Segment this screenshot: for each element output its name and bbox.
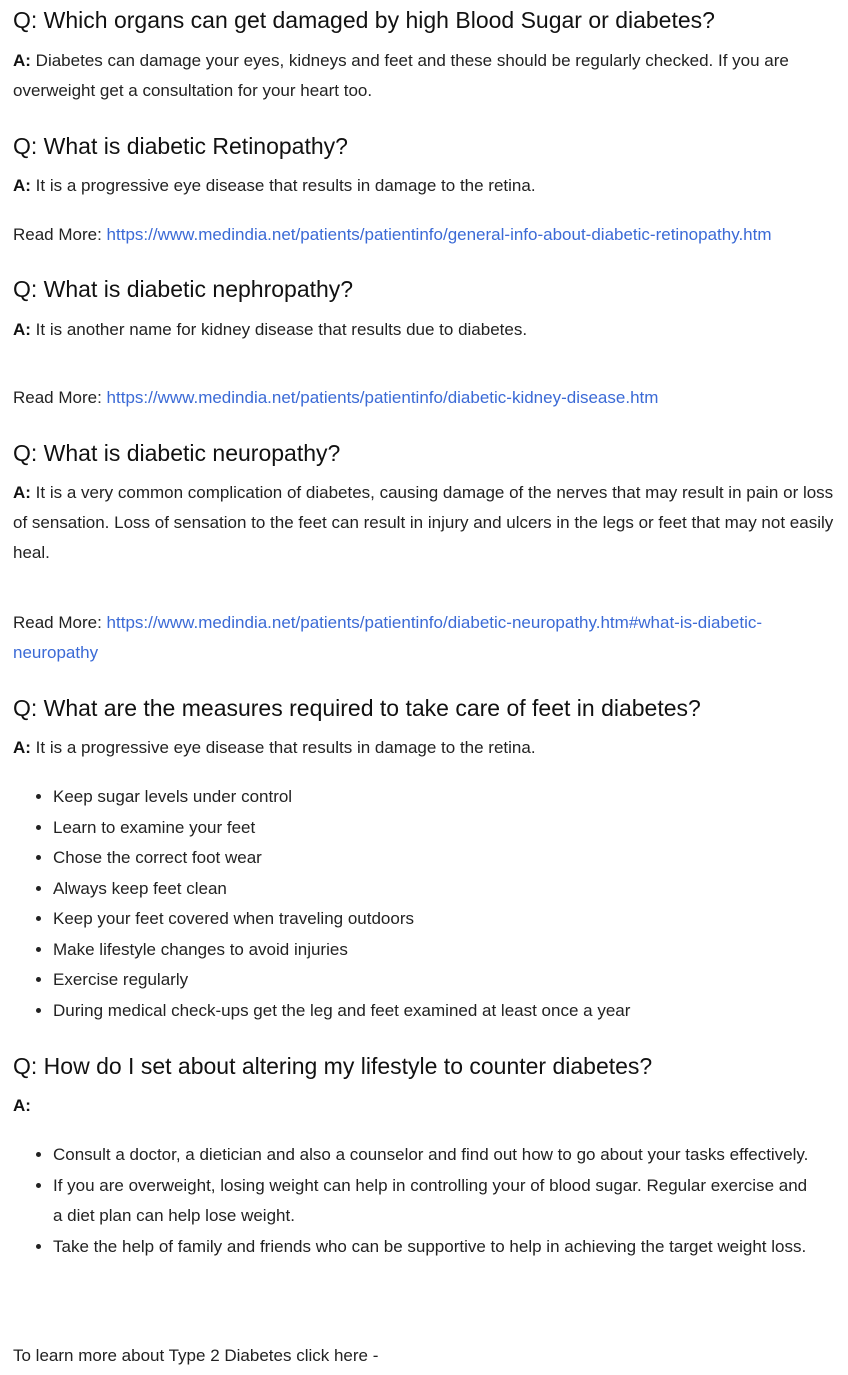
answer-block (13, 478, 838, 568)
answer-body: It is a progressive eye disease that results in damage to the retina. (30, 176, 536, 195)
answer-body: Diabetes can damage your eyes, kidneys and feet and these should be regularly checked. If you are overweight get a consultation for your heart too. (13, 51, 789, 100)
read-more-link[interactable]: https://www.medindia.net/patients/patientinfo/diabetic-neuropathy.htm#what-is-diabetic-neuropathy (13, 613, 763, 662)
answer-body: It is a very common complication of diabetes, causing damage of the nerves that may result in pain or loss of sensation. Loss of sensation to the feet can result in injury and ulcers in the legs or feet that may not easily heal. (13, 483, 834, 562)
answer-text (13, 46, 838, 106)
read-more-neuropathy (13, 608, 838, 668)
footer-learn-more (13, 1341, 838, 1371)
faq-item-lifestyle (13, 1051, 838, 1081)
answer-body: It is a progressive eye disease that results in damage to the retina. (30, 738, 536, 757)
read-more-label: Read More: (13, 388, 107, 407)
list-item: • Always keep feet clean (53, 874, 838, 905)
answer-block (13, 171, 838, 201)
answer-block (13, 733, 838, 763)
faq-item-neuropathy (13, 438, 838, 468)
answer-label: A: (13, 738, 31, 757)
answer-block (13, 315, 838, 345)
answer-block (13, 1091, 838, 1121)
question-heading: Q: What is diabetic nephropathy? (13, 276, 354, 302)
read-more-label: Read More: (13, 225, 107, 244)
list-item: • If you are overweight, losing weight can help in controlling your of blood sugar. Regular exercise and a diet plan can help lose weight. (53, 1171, 818, 1232)
footer-text: To learn more about Type 2 Diabetes click here - (13, 1346, 379, 1365)
answer-text (13, 1091, 838, 1121)
faq-item-organs (13, 5, 838, 35)
answer-body: It is another name for kidney disease that results due to diabetes. (30, 320, 528, 339)
bullet-list (13, 782, 838, 1026)
answer-text (13, 171, 838, 201)
answer-block (13, 46, 838, 106)
question-heading: Q: What are the measures required to take care of feet in diabetes? (13, 695, 701, 721)
question-heading: Q: Which organs can get damaged by high Blood Sugar or diabetes? (13, 7, 715, 33)
faq-item-feet-care (13, 693, 838, 723)
read-more-label: Read More: (13, 613, 107, 632)
faq-item-nephropathy (13, 274, 838, 304)
answer-label: A: (13, 320, 31, 339)
lifestyle-list (13, 1140, 818, 1262)
feet-care-list (13, 782, 838, 1026)
bullet-list (13, 1140, 818, 1262)
list-item: • Keep sugar levels under control (53, 782, 838, 813)
question-heading: Q: What is diabetic Retinopathy? (13, 133, 348, 159)
list-item: • Take the help of family and friends who can be supportive to help in achieving the target weight loss. (53, 1232, 818, 1263)
list-item: • Exercise regularly (53, 965, 838, 996)
read-more-link[interactable]: https://www.medindia.net/patients/patientinfo/general-info-about-diabetic-retinopathy.htm (106, 225, 772, 244)
question-heading: Q: What is diabetic neuropathy? (13, 440, 341, 466)
answer-label: A: (13, 176, 31, 195)
read-more-nephropathy (13, 383, 838, 413)
list-item: • Consult a doctor, a dietician and also a counselor and find out how to go about your tasks effectively. (53, 1140, 818, 1171)
list-item: • Chose the correct foot wear (53, 843, 838, 874)
read-more-link[interactable]: https://www.medindia.net/patients/patientinfo/diabetic-kidney-disease.htm (106, 388, 659, 407)
answer-label: A: (13, 51, 31, 70)
list-item: • During medical check-ups get the leg and feet examined at least once a year (53, 996, 838, 1027)
question-heading: Q: How do I set about altering my lifestyle to counter diabetes? (13, 1053, 653, 1079)
answer-label: A: (13, 483, 31, 502)
answer-text (13, 733, 838, 763)
answer-text (13, 478, 838, 568)
list-item: • Keep your feet covered when traveling outdoors (53, 904, 838, 935)
answer-label: A: (13, 1096, 31, 1115)
faq-item-retinopathy (13, 131, 838, 161)
list-item: • Learn to examine your feet (53, 813, 838, 844)
list-item: • Make lifestyle changes to avoid injuries (53, 935, 838, 966)
answer-text (13, 315, 838, 345)
read-more-retinopathy (13, 220, 848, 250)
